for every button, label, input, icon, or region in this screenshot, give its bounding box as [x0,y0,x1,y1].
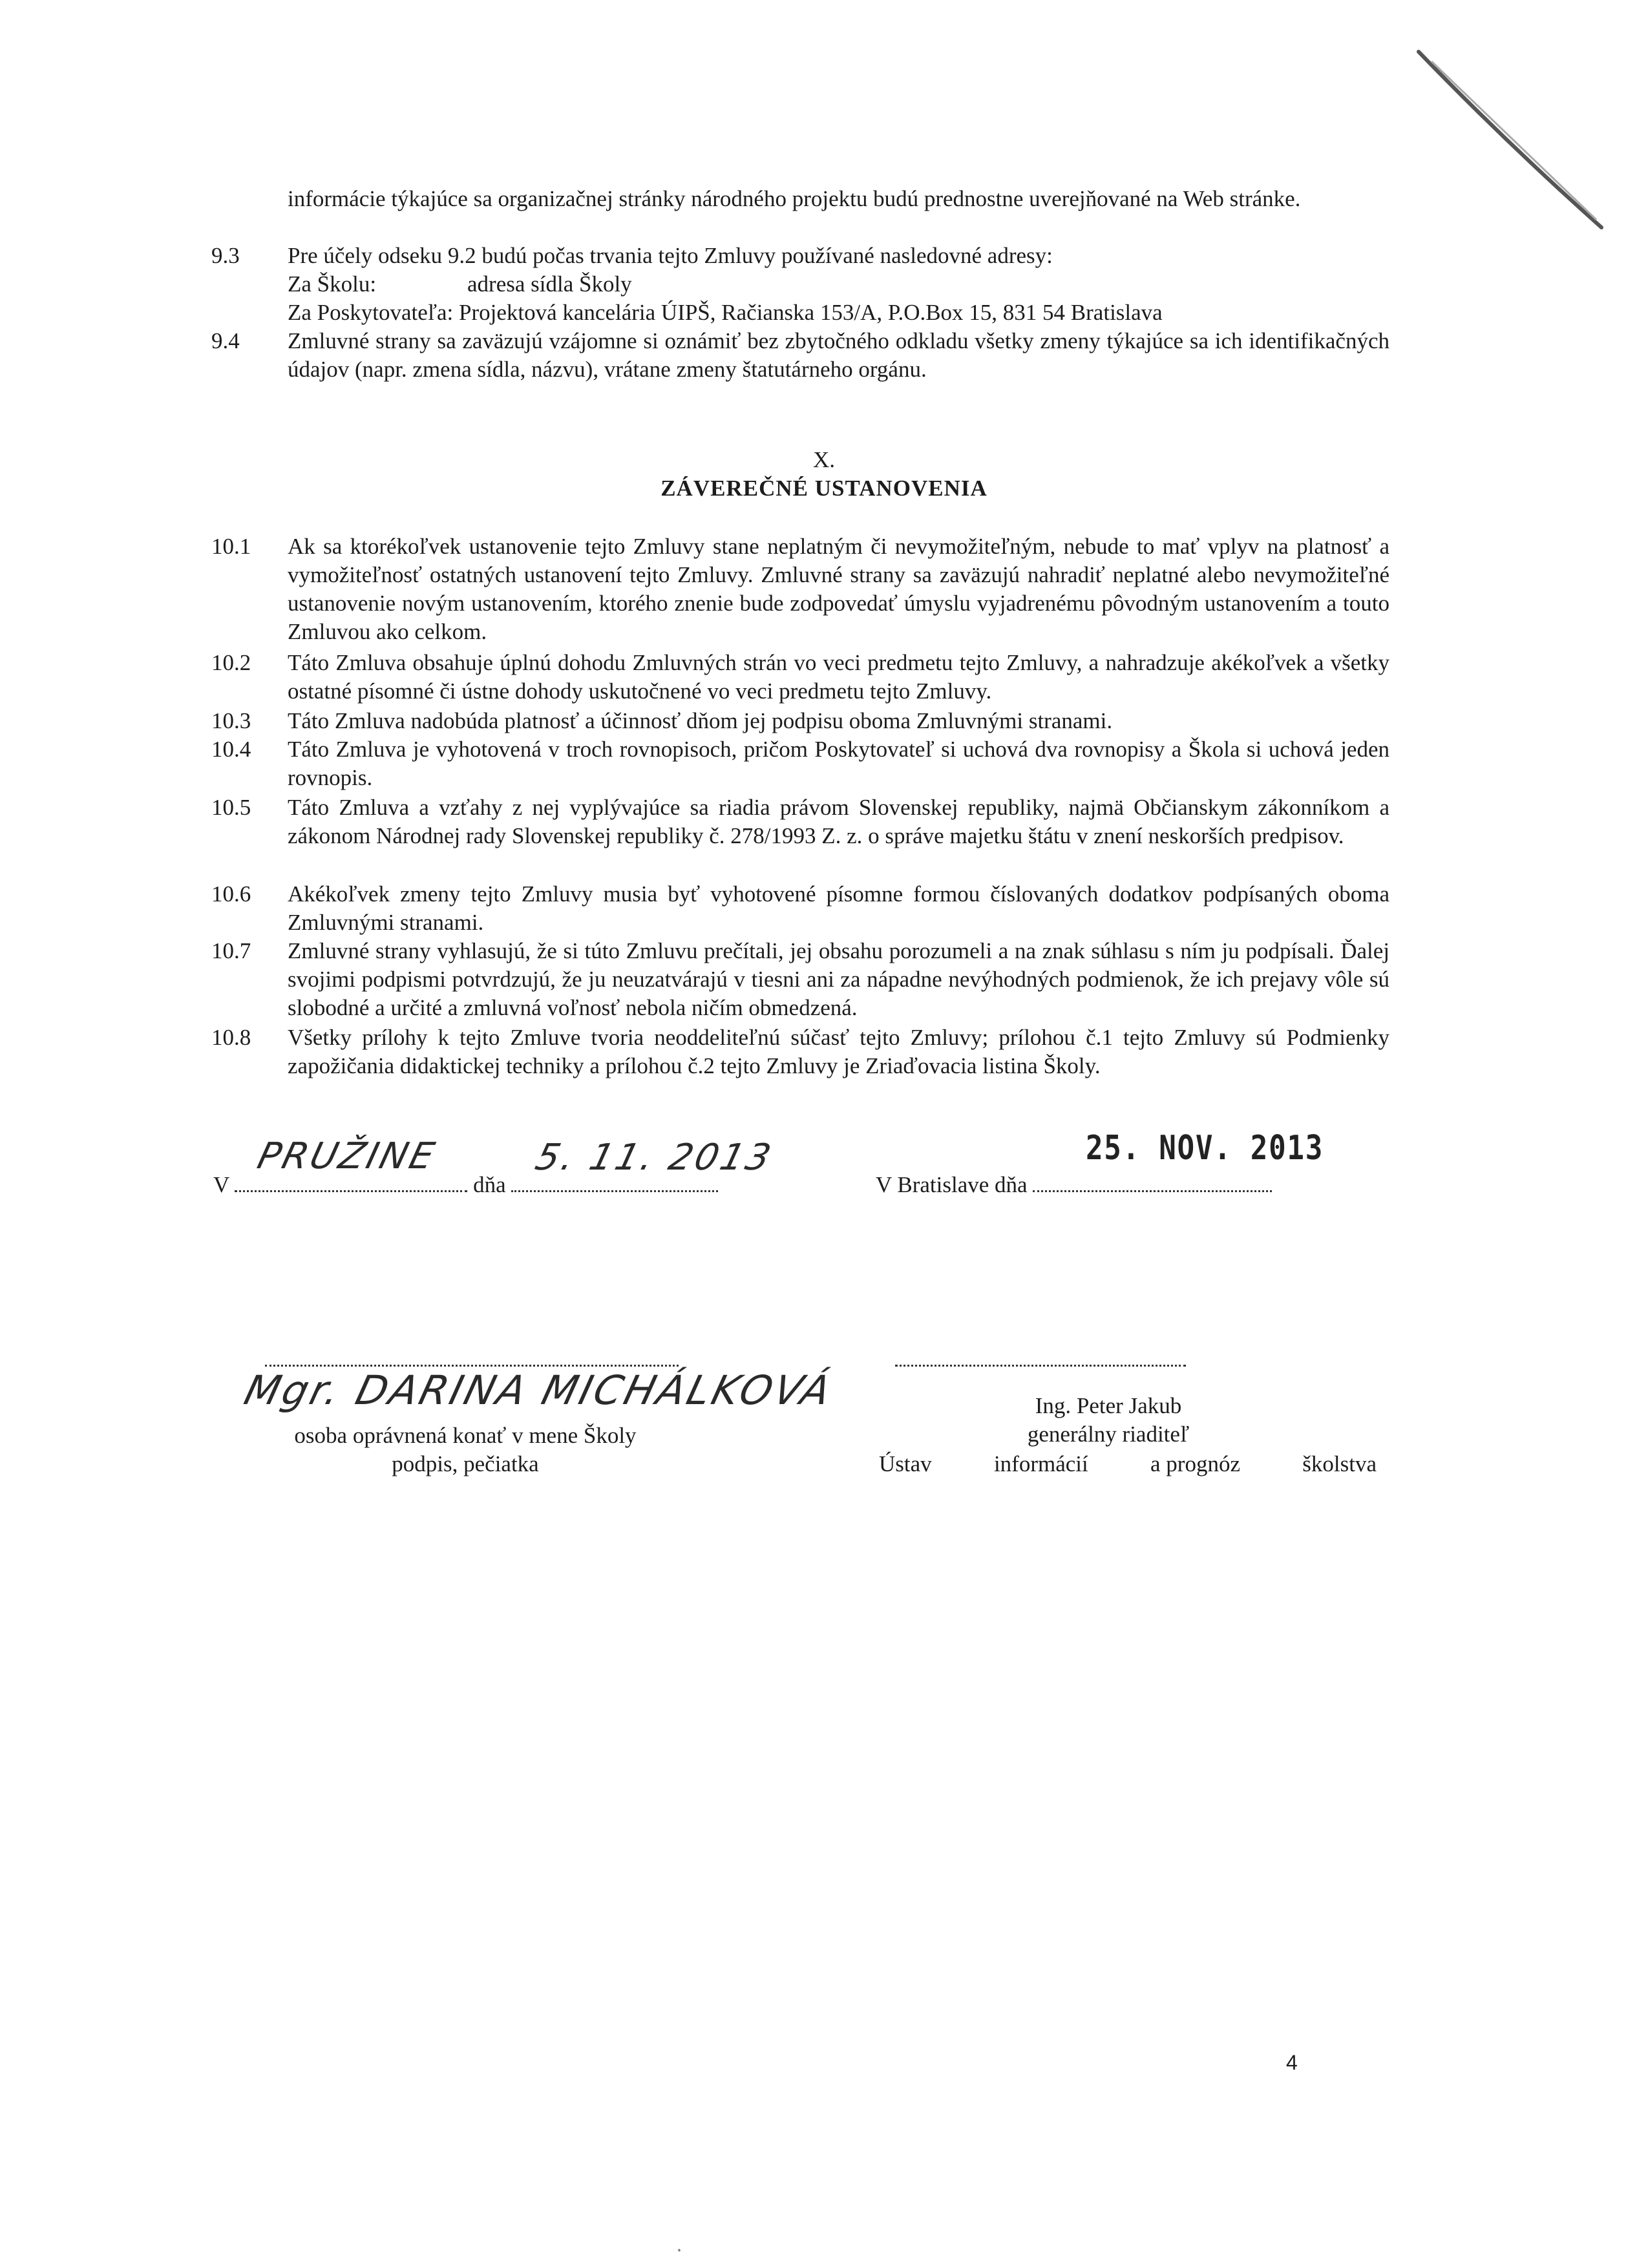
clause-number: 10.4 [211,737,251,762]
handwritten-signature: Mgr. DARINA MICHÁLKOVÁ [240,1367,838,1414]
address-value: adresa sídla Školy [467,271,632,297]
clause-number: 9.3 [211,243,240,268]
clause-text: Táto Zmluva je vyhotovená v troch rovnopisoch, pričom Poskytovateľ si uchová dva rovnopisy a Škola si uchová jeden rovnopis. [288,737,1389,790]
place-prefix: V [213,1172,229,1197]
address-label: Za Poskytovateľa: [288,300,454,325]
org-word: Ústav [879,1451,932,1476]
clause-9-4 [211,327,1389,384]
section-title: ZÁVEREČNÉ USTANOVENIA [660,476,988,501]
left-signatory-caption: osoba oprávnená konať v mene Školy [294,1423,637,1448]
date-dotted-line [1033,1170,1272,1192]
signature-dotted-line [895,1344,1186,1367]
right-signatory-name: Ing. Peter Jakub [1035,1393,1182,1418]
clause-number: 10.3 [211,708,251,733]
clause-number: 9.4 [211,328,240,353]
right-place-date-line [876,1170,1272,1199]
address-line-provider [288,299,1163,327]
right-signatory-title: generálny riaditeľ [1027,1422,1190,1447]
clause-10-8 [211,1024,1389,1080]
org-word: informácií [993,1451,1088,1476]
section-number: X. [812,447,836,472]
clause-10-3 [211,707,1389,735]
clause-text: Akékoľvek zmeny tejto Zmluvy musia byť vyhotovené písomne formou číslovaných dodatkov podpísaných oboma Zmluvnými stranami. [288,881,1389,935]
date-label: dňa [473,1172,506,1197]
continuation-paragraph: informácie týkajúce sa organizačnej stránky národného projektu budú prednostne uverejňované na Web stránke. [288,186,1301,211]
clause-9-3 [211,242,1389,270]
handwritten-date: 5. 11. 2013 [531,1137,777,1179]
clause-10-7 [211,937,1389,1022]
place-date-label: V Bratislave dňa [876,1172,1028,1197]
clause-10-4 [211,735,1389,792]
clause-text: Zmluvné strany sa zaväzujú vzájomne si oznámiť bez zbytočného odkladu všetky zmeny týkajúce sa ich identifikačných údajov (napr. zmena sídla, názvu), vrátane zmeny štatutárneho orgánu. [288,328,1389,382]
clause-number: 10.5 [211,795,251,820]
clause-text: Táto Zmluva a vzťahy z nej vyplývajúce sa riadia právom Slovenskej republiky, najmä Občianskym zákonníkom a zákonom Národnej rady Slovenskej republiky č. 278/1993 Z. z. o správe majetku štátu v znení neskorších predpisov. [288,795,1389,848]
clause-10-1 [211,532,1389,646]
clause-number: 10.2 [211,650,251,675]
page-number: 4 [1286,2051,1298,2074]
right-signatory-organization [879,1450,1377,1478]
clause-10-6 [211,880,1389,937]
signature-dotted-line [265,1344,679,1367]
org-word: školstva [1302,1451,1377,1476]
clause-text: Zmluvné strany vyhlasujú, že si túto Zmluvu prečítali, jej obsahu porozumeli a na znak súhlasu s ním ju podpísali. Ďalej svojimi podpismi potvrdzujú, že ju neuzatvárajú v tiesni ani za nápadne nevýhodných podmienok, že ich prejavy vôle sú slobodné a určité a zmluvná voľnosť nebola ničím obmedzená. [288,938,1389,1020]
clause-10-5 [211,793,1389,850]
clause-text: Pre účely odseku 9.2 budú počas trvania tejto Zmluvy používané nasledovné adresy: [288,243,1053,268]
clause-number: 10.1 [211,534,251,559]
clause-10-2 [211,649,1389,706]
clause-text: Táto Zmluva nadobúda platnosť a účinnosť dňom jej podpisu oboma Zmluvnými stranami. [288,708,1113,733]
org-word: a prognóz [1150,1451,1240,1476]
clause-text: Táto Zmluva obsahuje úplnú dohodu Zmluvných strán vo veci predmetu tejto Zmluvy, a nahradzuje akékoľvek a všetky ostatné písomné či ústne dohody uskutočnené vo veci predmetu tejto Zmluvy. [288,650,1389,704]
left-signatory-caption-2: podpis, pečiatka [392,1451,539,1476]
handwritten-place: PRUŽINE [253,1135,441,1177]
clause-number: 10.8 [211,1025,251,1050]
address-line-school [288,270,632,299]
clause-text: Všetky prílohy k tejto Zmluve tvoria neoddeliteľnú súčasť tejto Zmluvy; prílohou č.1 tejto Zmluvy sú Podmienky zapožičania didaktickej techniky a prílohou č.2 tejto Zmluvy je Zriaďovacia listina Školy. [288,1025,1389,1078]
address-value: Projektová kancelária ÚIPŠ, Račianska 153/A, P.O.Box 15, 831 54 Bratislava [459,300,1163,325]
clause-number: 10.7 [211,938,251,963]
clause-number: 10.6 [211,881,251,907]
address-label: Za Školu: [288,271,377,297]
date-stamp: 25. NOV. 2013 [1086,1129,1324,1168]
clause-text: Ak sa ktorékoľvek ustanovenie tejto Zmluvy stane neplatným či nevymožiteľným, nebude to mať vplyv na platnosť a vymožiteľnosť ostatných ustanovení tejto Zmluvy. Zmluvné strany sa zaväzujú nahradiť neplatné alebo nevymožiteľné ustanovenie novým ustanovením, ktorého znenie bude zodpovedať úmyslu vyjadrenému pôvodným ustanovením a touto Zmluvou ako celkom. [288,534,1389,644]
right-signature-line [895,1344,1186,1374]
